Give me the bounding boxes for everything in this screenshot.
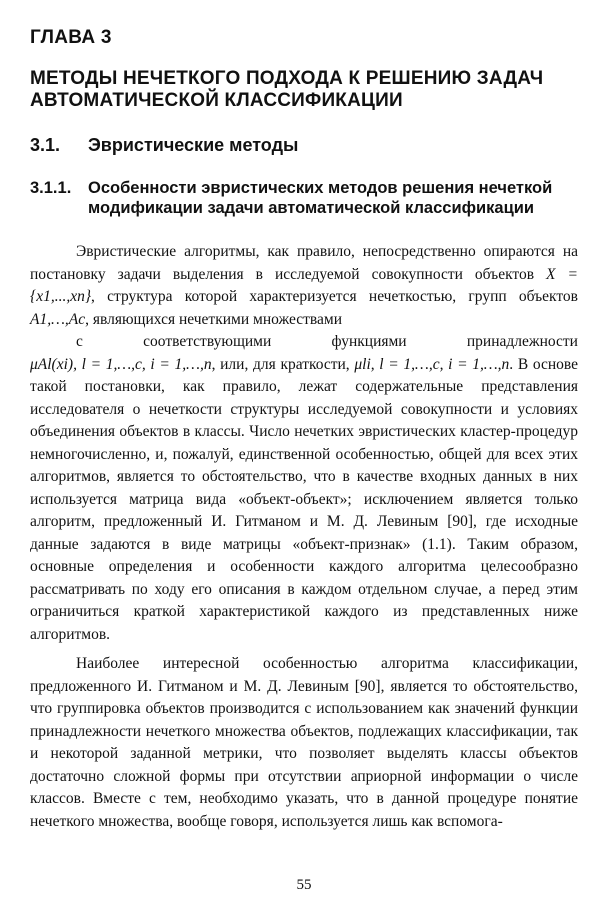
chapter-title: МЕТОДЫ НЕЧЕТКОГО ПОДХОДА К РЕШЕНИЮ ЗАДАЧ АВТОМАТИЧЕСКОЙ КЛАССИФИКАЦИИ (30, 68, 544, 111)
subsection-title: Особенности эвристических методов решения нечеткой модификации задачи автоматической классификации (88, 179, 553, 217)
word: с (76, 333, 83, 350)
paragraph-1 (30, 241, 578, 646)
formula-a-sets: A1,…,Ac (30, 310, 86, 328)
section-number: 3.1. (30, 135, 61, 155)
body-text (30, 241, 578, 833)
justified-line (30, 331, 578, 354)
paragraph-1-text-b: , структура которой характеризуется нечеткостью, групп объектов (91, 288, 578, 305)
paragraph-1-text-e: . В основе такой постановки, как правило, лежат содержательные представления исследователя о нечеткости структуры исследуемой совокупности и условиях объединения объектов в классы. Число нечетких эвристических кластер-процедур немногочисленно, и, пожалуй, единственной особенностью, общей для всех этих алгоритмов, является то обстоятельство, что в качестве входных данных в них используется матрица вида «объект-объект»; исключением является только алгоритм, предложенный И. Гитманом и М. Д. Левиным [90], где исходные данные задаются в виде матрицы «объект-признак» (1.1). Таким образом, основные определения и особенности каждого алгоритма целесообразно рассматривать по ходу его описания в каждом отдельном случае, а перед этим ограничиться краткой характеристикой каждого из представленных ниже алгоритмов. (30, 355, 579, 643)
chapter-label: ГЛАВА 3 (30, 27, 112, 48)
paragraph-1-text-c: , являющихся нечеткими множествами (85, 310, 342, 328)
word: принадлежности (466, 333, 578, 350)
subsection-number: 3.1.1. (30, 179, 72, 197)
section-title: Эвристические методы (88, 135, 299, 155)
word: функциями (331, 333, 407, 350)
formula-membership: μAl(xi), l = 1,…,c, i = 1,…,n (30, 355, 212, 373)
book-page (30, 0, 578, 915)
formula-x-set: X = {x1,...,xn} (30, 265, 578, 305)
paragraph-1-text-d: , или, для краткости, (211, 355, 355, 373)
page-number: 55 (296, 877, 312, 893)
word: соответствующими (143, 333, 272, 350)
section-heading (30, 135, 298, 156)
subsection-heading (30, 178, 578, 218)
paragraph-1-text-a: Эвристические алгоритмы, как правило, непосредственно опираются на постановку задачи выделения в исследуемой совокупности объектов (30, 243, 578, 283)
formula-membership-short: μli, l = 1,…,c, i = 1,…,n (354, 355, 510, 373)
paragraph-2: Наиболее интересной особенностью алгоритма классификации, предложенного И. Гитманом и М. Д. Левиным [90], является то обстоятельство, что группировка объектов производится с использованием как значений функции принадлежности нечеткого множества объектов, подлежащих классификации, так и некоторой заданной метрики, что позволяет выделять классы объектов достаточно сложной формы при отсутствии априорной информации о числе классов. Вместе с тем, необходимо указать, что в данной процедуре понятие нечеткого множества, вообще говоря, используется лишь как вспомога- (30, 655, 578, 830)
